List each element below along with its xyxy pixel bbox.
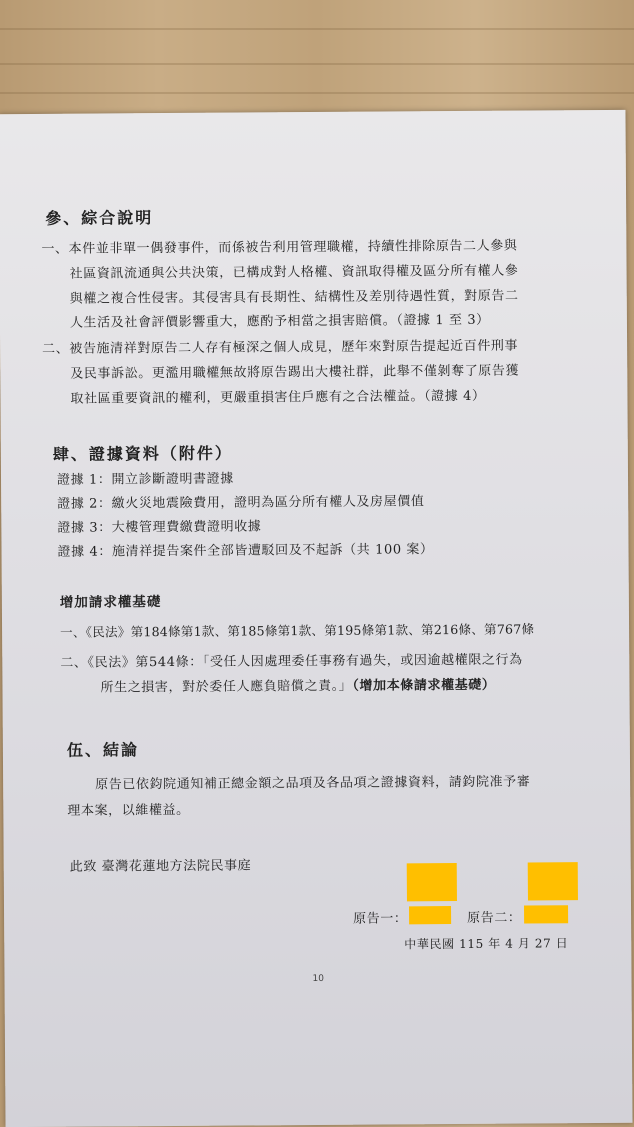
section5-heading: 伍、結論 [66,740,139,760]
claims-quote-end: 所生之損害，對於委任人應負賠償之責。」 [100,678,353,696]
wood-grain [0,63,634,65]
redacted-name-1 [409,906,451,924]
page-number: 10 [312,973,325,985]
section4-heading: 肆、證據資料（附件） [52,443,233,464]
section3-p1-line: 人生活及社會評價影響重大，應酌予相當之損害賠償。（證據 1 至 3） [69,312,490,331]
plaintiff-2-label: 原告二： [467,910,522,926]
section3-p1-line: 一、本件並非單一偶發事件，而係被告利用管理職權，持續性排除原告二人參與 [41,238,518,257]
claims-line-3 [100,674,495,696]
evidence-item: 證據 3：大樓管理費繳費證明收據 [57,519,262,536]
filing-date: 中華民國 115 年 4 月 27 日 [404,936,569,952]
section3-p2-line: 二、被告施清祥對原告二人存有極深之個人成見，歷年來對原告提起近百件刑事 [42,338,519,357]
section3-p2-line: 及民事訴訟。更濫用職權無故將原告踢出大樓社群，此舉不僅剝奪了原告獲 [70,363,520,382]
evidence-item: 證據 1：開立診斷證明書證據 [56,471,234,488]
document-page [0,110,633,1127]
claims-line-2: 二、《民法》第544條：「受任人因處理委任事務有過失，或因逾越權限之行為 [60,652,523,671]
claims-heading: 增加請求權基礎 [59,594,162,611]
conclusion-line: 理本案，以維權益。 [67,802,190,819]
claims-line-1: 一、《民法》第184條第1款、第185條第1款、第195條第1款、第216條、第767條 [60,621,535,640]
evidence-item: 證據 4：施清祥提告案件全部皆遭駁回及不起訴（共 100 案） [57,542,434,560]
plaintiff-1-label: 原告一： [353,911,408,927]
section3-p2-line: 取社區重要資訊的權利，更嚴重損害住戶應有之合法權益。（證據 4） [70,388,486,407]
section3-heading: 參、綜合說明 [45,208,154,228]
redacted-seal-1 [407,863,457,901]
conclusion-line: 原告已依鈞院通知補正總金額之品項及各品項之證據資料，請鈞院准予審 [95,774,531,793]
section3-p1-line: 與權之複合性侵害。其侵害具有長期性、結構性及差別待遇性質，對原告二 [69,288,519,307]
evidence-item: 證據 2：繳火災地震險費用，證明為區分所有權人及房屋價值 [57,494,425,512]
addressee: 此致 臺灣花蓮地方法院民事庭 [69,858,252,875]
wood-grain [0,92,634,94]
section3-p1-line: 社區資訊流通與公共決策，已構成對人格權、資訊取得權及區分所有權人參 [69,263,519,282]
claims-added-note: （增加本條請求權基礎） [352,677,496,694]
redacted-name-2 [524,905,568,923]
redacted-seal-2 [528,862,578,900]
wood-grain [0,28,634,30]
